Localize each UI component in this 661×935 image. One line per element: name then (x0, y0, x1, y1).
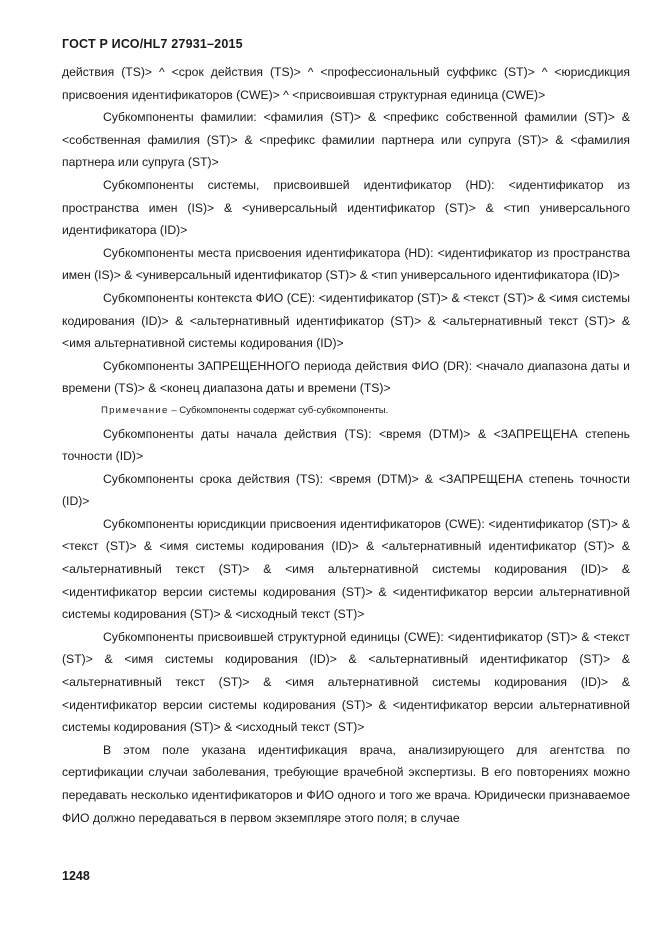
paragraph-name-context-subcomponents: Субкомпоненты контекста ФИО (CE): <идентификатор (ST)> & <текст (ST)> & <имя системы кодирования (ID)> & <альтернативный идентификатор (ST)> & <альтернативный текст (ST)> & <имя альтернативной системы кодирования (ID)> (62, 290, 630, 351)
standard-header: ГОСТ Р ИСО/HL7 27931–2015 (62, 37, 243, 51)
body-text (62, 61, 630, 829)
note-label: Примечание (101, 404, 169, 416)
paragraph-continuation: действия (TS)> ^ <срок действия (TS)> ^ <профессиональный суффикс (ST)> ^ <юрисдикция присвоения идентификаторов (CWE)> ^ <присвоившая структурная единица (CWE)> (62, 65, 630, 102)
paragraph-jurisdiction-subcomponents: Субкомпоненты юрисдикции присвоения идентификаторов (CWE): <идентификатор (ST)> & <текст (ST)> & <имя системы кодирования (ID)> & <альтернативный идентификатор (ST)> & <альтернативный текст (ST)> & <имя альтернативной системы кодирования (ID)> & <идентификатор версии системы кодирования (ST)> & <идентификатор версии альтернативной системы кодирования (ST)> & <исходный текст (ST)> (62, 516, 630, 622)
note-text: – Субкомпоненты содержат суб-субкомпоненты. (168, 404, 389, 416)
paragraph-expiration-date-subcomponents: Субкомпоненты срока действия (TS): <время (DTM)> & <ЗАПРЕЩЕНА степень точности (ID)> (62, 471, 630, 509)
paragraph-assigning-unit-subcomponents: Субкомпоненты присвоившей структурной единицы (CWE): <идентификатор (ST)> & <текст (ST)> & <имя системы кодирования (ID)> & <альтернативный идентификатор (ST)> & <альтернативный текст (ST)> & <имя альтернативной системы кодирования (ID)> & <идентификатор версии системы кодирования (ST)> & <идентификатор версии альтернативной системы кодирования (ST)> & <исходный текст (ST)> (62, 629, 630, 735)
paragraph-assigning-system-subcomponents: Субкомпоненты системы, присвоившей идентификатор (HD): <идентификатор из пространства имен (IS)> & <универсальный идентификатор (ST)> & <тип универсального идентификатора (ID)> (62, 177, 630, 238)
paragraph-effective-date-subcomponents: Субкомпоненты даты начала действия (TS): <время (DTM)> & <ЗАПРЕЩЕНА степень точности (ID)> (62, 426, 630, 464)
page-number: 1248 (62, 869, 90, 883)
note (62, 400, 630, 423)
paragraph-surname-subcomponents: Субкомпоненты фамилии: <фамилия (ST)> & <префикс собственной фамилии (ST)> & <собственная фамилия (ST)> & <префикс фамилии партнера или супруга (ST)> & <фамилия партнера или супруга (ST)> (62, 110, 630, 170)
paragraph-field-description: В этом поле указана идентификация врача, анализирующего для агентства по сертификации случаи заболевания, требующие врачебной экспертизы. В его повторениях можно передавать несколько идентификаторов и ФИО одного и того же врача. Юридически признаваемое ФИО должно передаваться в первом экземпляре этого поля; в случае (62, 742, 630, 825)
paragraph-name-validity-range-subcomponents: Субкомпоненты ЗАПРЕЩЕННОГО периода действия ФИО (DR): <начало диапазона даты и времени (TS)> & <конец диапазона даты и времени (TS)> (62, 358, 630, 396)
paragraph-assigning-facility-subcomponents: Субкомпоненты места присвоения идентификатора (HD): <идентификатор из пространства имен (IS)> & <универсальный идентификатор (ST)> & <тип универсального идентификатора (ID)> (62, 245, 630, 283)
